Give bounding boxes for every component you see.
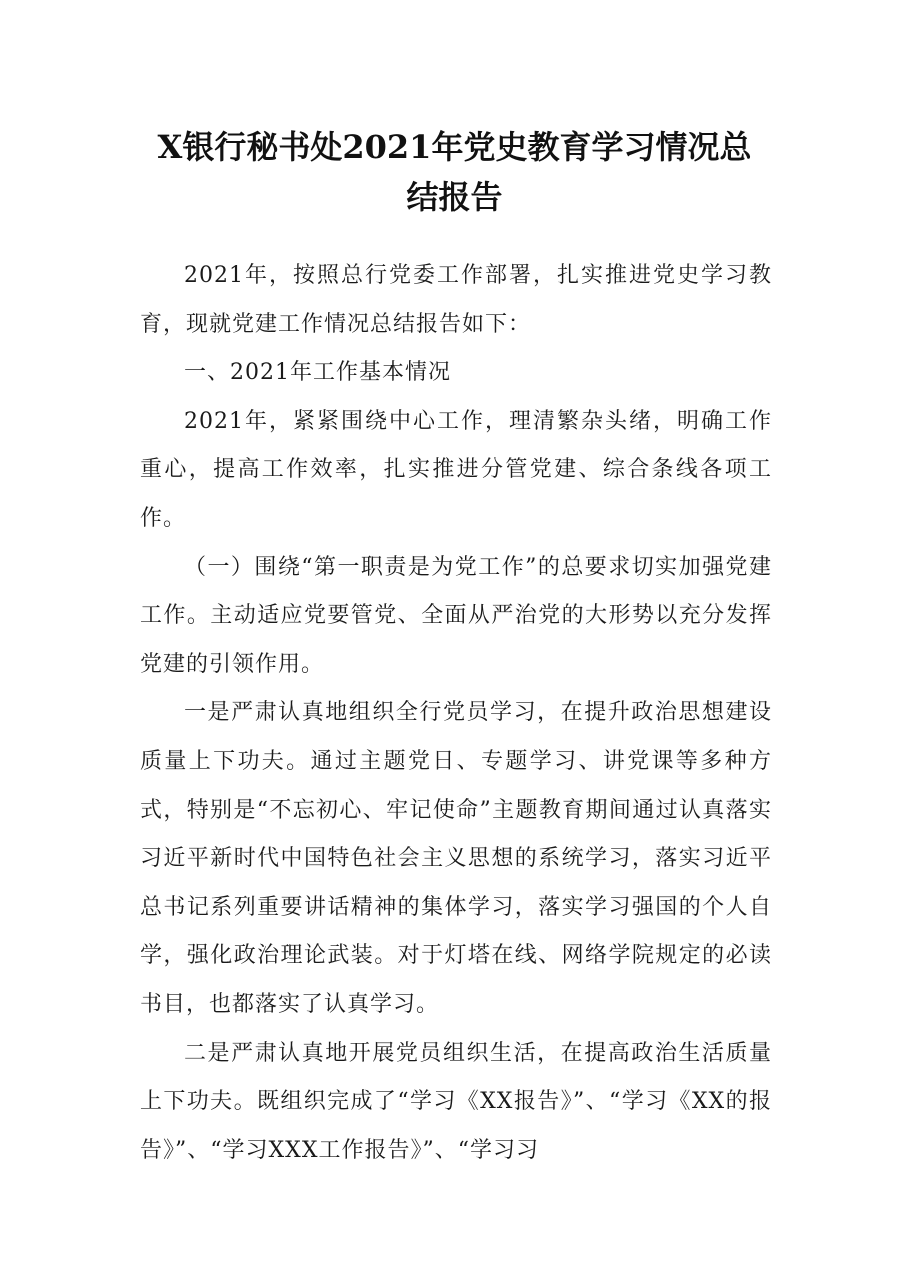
section-heading-1: 一、2021年工作基本情况 bbox=[184, 360, 451, 386]
title-line-2: 结报告 bbox=[406, 178, 503, 216]
paragraph-point-2: 二是严肃认真地开展党员组织生活，在提高政治生活质量上下功夫。既组织完成了“学习《XX报告》”、“学习《XX的报告》”、“学习XXX工作报告》”、“学习习 bbox=[140, 1040, 772, 1163]
paragraph-point-1: 一是严肃认真地组织全行党员学习，在提升政治思想建设质量上下功夫。通过主题党日、专题学习、讲党课等多种方式，特别是“不忘初心、牢记使命”主题教育期间通过认真落实习近平新时代中国特色社会主义思想的系统学习，落实习近平总书记系列重要讲话精神的集体学习，落实学习强国的个人自学，强化政治理论武装。对于灯塔在线、网络学院规定的必读书目，也都落实了认真学习。 bbox=[140, 700, 772, 1017]
paragraph-overview: 2021年，紧紧围绕中心工作，理清繁杂头绪，明确工作重心，提高工作效率，扎实推进分管党建、综合条线各项工作。 bbox=[140, 408, 772, 531]
paragraph-intro: 2021年，按照总行党委工作部署，扎实推进党史学习教育，现就党建工作情况总结报告如下： bbox=[140, 263, 772, 337]
document-body bbox=[140, 252, 772, 1175]
paragraph-subsection-1: （一）围绕“第一职责是为党工作”的总要求切实加强党建工作。主动适应党要管党、全面从严治党的大形势以充分发挥党建的引领作用。 bbox=[140, 554, 772, 677]
document-title bbox=[120, 122, 789, 222]
title-line-1: X银行秘书处2021年党史教育学习情况总 bbox=[157, 128, 752, 166]
